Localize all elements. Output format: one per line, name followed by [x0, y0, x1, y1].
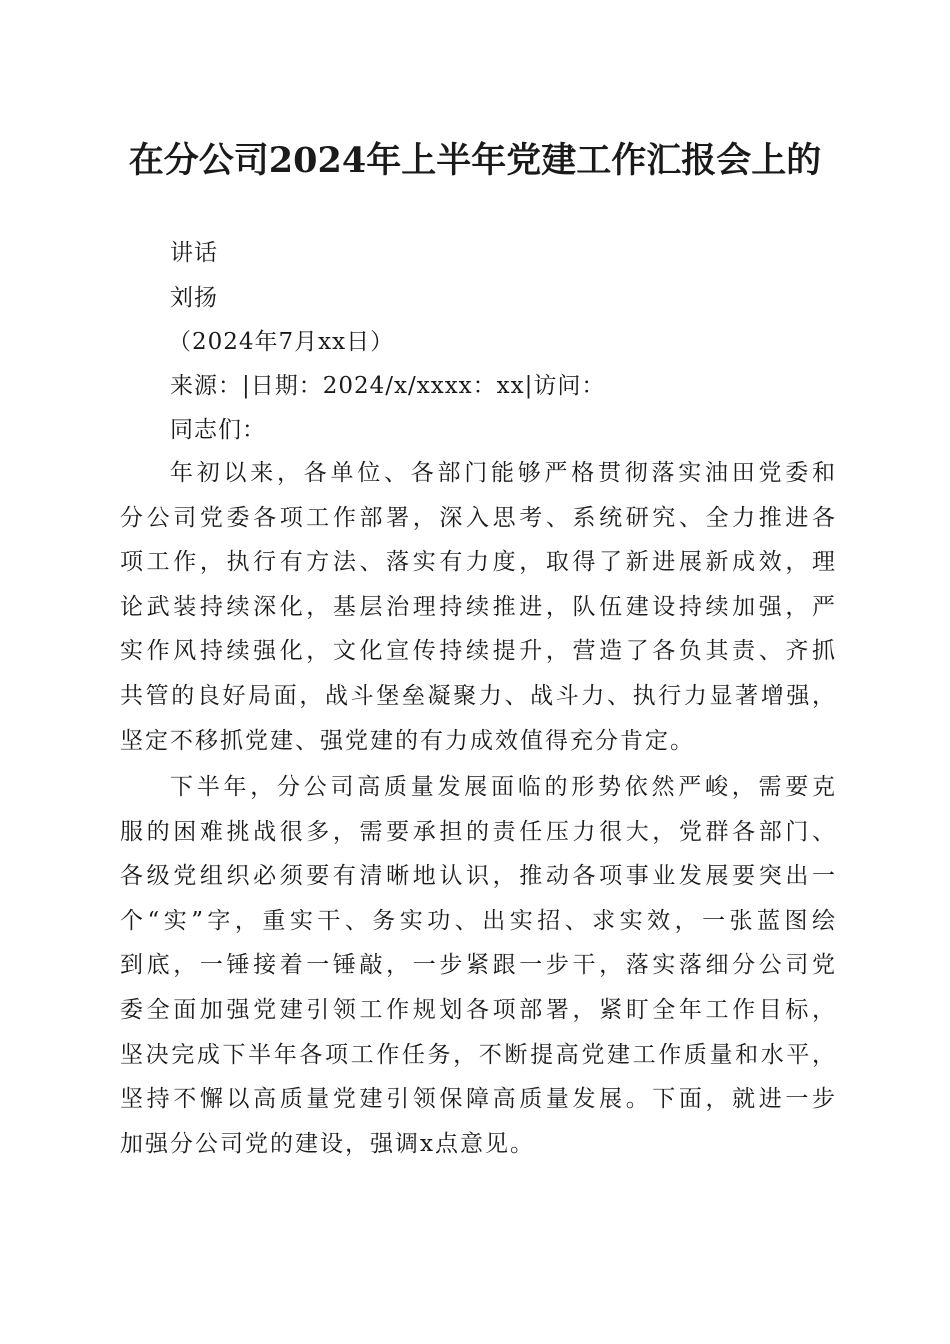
paragraph-line: 各级党组织必须要有清晰地认识，推动各项事业发展要突出一: [120, 863, 835, 890]
paragraph-line: 下半年，分公司高质量发展面临的形势依然严峻，需要克: [170, 774, 835, 800]
paragraph-line: 加强分公司党的建设，强调x点意见。: [120, 1130, 535, 1157]
document-subtitle: 讲话: [170, 240, 218, 266]
paragraph-line: 年初以来，各单位、各部门能够严格贯彻落实油田党委和: [170, 460, 835, 486]
paragraph-line: 共管的良好局面，战斗堡垒凝聚力、战斗力、执行力显著增强，: [120, 682, 835, 709]
paragraph-line: 实作风持续强化，文化宣传持续提升，营造了各负其责、齐抓: [120, 638, 835, 665]
paragraph-line: 个“实”字，重实干、务实功、出实招、求实效，一张蓝图绘: [120, 907, 835, 934]
paragraph-line: 到底，一锤接着一锤敲，一步紧跟一步干，落实落细分公司党: [120, 952, 835, 979]
paragraph-1: [120, 451, 835, 763]
paragraph-line: 坚决完成下半年各项工作任务，不断提高党建工作质量和水平，: [120, 1041, 835, 1068]
source-line: 来源：|日期：2024/x/xxxx：xx|访问：: [170, 373, 606, 399]
author-name: 刘扬: [170, 285, 218, 311]
paragraph-line: 服的困难挑战很多，需要承担的责任压力很大，党群各部门、: [120, 818, 835, 845]
paragraph-line: 坚持不懈以高质量党建引领保障高质量发展。下面，就进一步: [120, 1086, 835, 1113]
date-line: （2024年7月xx日）: [168, 329, 395, 355]
salutation: 同志们：: [170, 417, 266, 443]
document-title: 在分公司2024年上半年党建工作汇报会上的: [128, 140, 822, 181]
paragraph-line: 坚定不移抓党建、强党建的有力成效值得充分肯定。: [120, 727, 695, 754]
paragraph-line: 项工作，执行有方法、落实有力度，取得了新进展新成效，理: [120, 549, 835, 576]
paragraph-2: [120, 765, 835, 1166]
paragraph-line: 论武装持续深化，基层治理持续推进，队伍建设持续加强，严: [120, 593, 835, 620]
paragraph-line: 分公司党委各项工作部署，深入思考、系统研究、全力推进各: [120, 504, 835, 531]
paragraph-line: 委全面加强党建引领工作规划各项部署，紧盯全年工作目标，: [120, 996, 835, 1023]
